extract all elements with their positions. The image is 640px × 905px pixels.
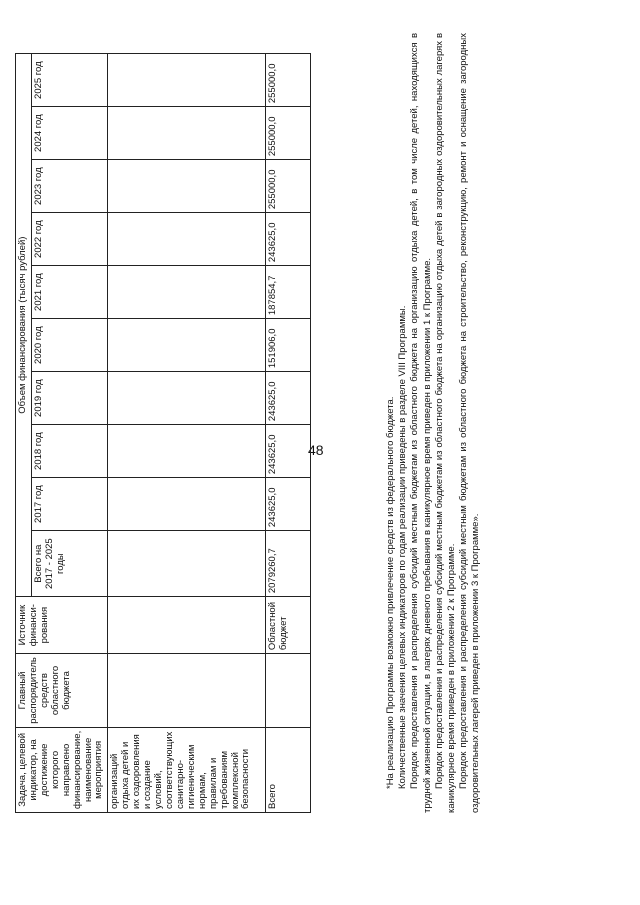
header-year-2023: 2023 год	[32, 160, 108, 213]
financing-table	[15, 53, 311, 813]
header-year-2024: 2024 год	[32, 107, 108, 160]
total-value-2024: 255000,0	[266, 107, 311, 160]
footnotes	[385, 33, 483, 813]
total-row	[266, 54, 311, 813]
total-value-2018: 243625,0	[266, 425, 311, 478]
header-source: Источник финанси-рования	[16, 597, 108, 654]
footnote: Количественные значения целевых индикаторов по годам реализации приведены в разделе VIII Программы.	[397, 305, 409, 789]
footnote: *На реализацию Программы возможно привлечение средств из федерального бюджета.	[385, 396, 396, 789]
header-total-years: Всего на 2017 - 2025 годы	[32, 531, 108, 597]
total-source: Областной бюджет	[266, 597, 311, 654]
total-value-2019: 243625,0	[266, 372, 311, 425]
header-volume-group: Объем финансирования (тысяч рублей)	[16, 54, 32, 597]
footnote: Порядок предоставления и распределения субсидий местным бюджетам из областного бюджета на организацию отдыха детей в загородных оздоровительных лагерях в каникулярное время приведен в приложении 2 к Программе.	[433, 33, 458, 813]
row-task-cell: организаций отдыха детей и их оздоровления и создание условий, соответствующих санитарно-гигиеническим нормам, правилам и требованиям комплексной безопасности	[108, 727, 266, 812]
header-year-2021: 2021 год	[32, 266, 108, 319]
total-value-2021: 187854,7	[266, 266, 311, 319]
header-year-2018: 2018 год	[32, 425, 108, 478]
total-label: Всего	[266, 727, 311, 812]
table-row	[108, 54, 266, 813]
header-year-2025: 2025 год	[32, 54, 108, 107]
total-value-2017: 243625,0	[266, 478, 311, 531]
header-year-2020: 2020 год	[32, 319, 108, 372]
footnote: Порядок предоставления и распределения субсидий местным бюджетам из областного бюджета на строительство, реконструкцию, ремонт и оснащение загородных оздоровительных лагерей приведен в приложении 3 к Программе».	[458, 33, 482, 813]
header-year-2019: 2019 год	[32, 372, 108, 425]
footnote: Порядок предоставления и распределения субсидий местным бюджетам из областного бюджета на организацию отдыха детей, в том числе детей, находящихся в трудной жизненной ситуации, в лагерях дневного пребывания в каникулярное время приведен в приложении 1 к Программе.	[409, 33, 433, 813]
header-manager: Главный распорядитель средств областного бюджета	[16, 654, 108, 728]
header-year-2022: 2022 год	[32, 213, 108, 266]
header-task: Задача, целевой индикатор, на достижение которого направлено финансирование, наименование мероприятия	[16, 727, 108, 812]
total-value-2025: 255000,0	[266, 54, 311, 107]
header-year-2017: 2017 год	[32, 478, 108, 531]
rotated-content	[0, 33, 625, 883]
total-value-2023: 255000,0	[266, 160, 311, 213]
total-value-2020: 151906,0	[266, 319, 311, 372]
page-number: 48	[308, 442, 324, 458]
total-value-2022: 243625,0	[266, 213, 311, 266]
total-sum: 2079260,7	[266, 531, 311, 597]
